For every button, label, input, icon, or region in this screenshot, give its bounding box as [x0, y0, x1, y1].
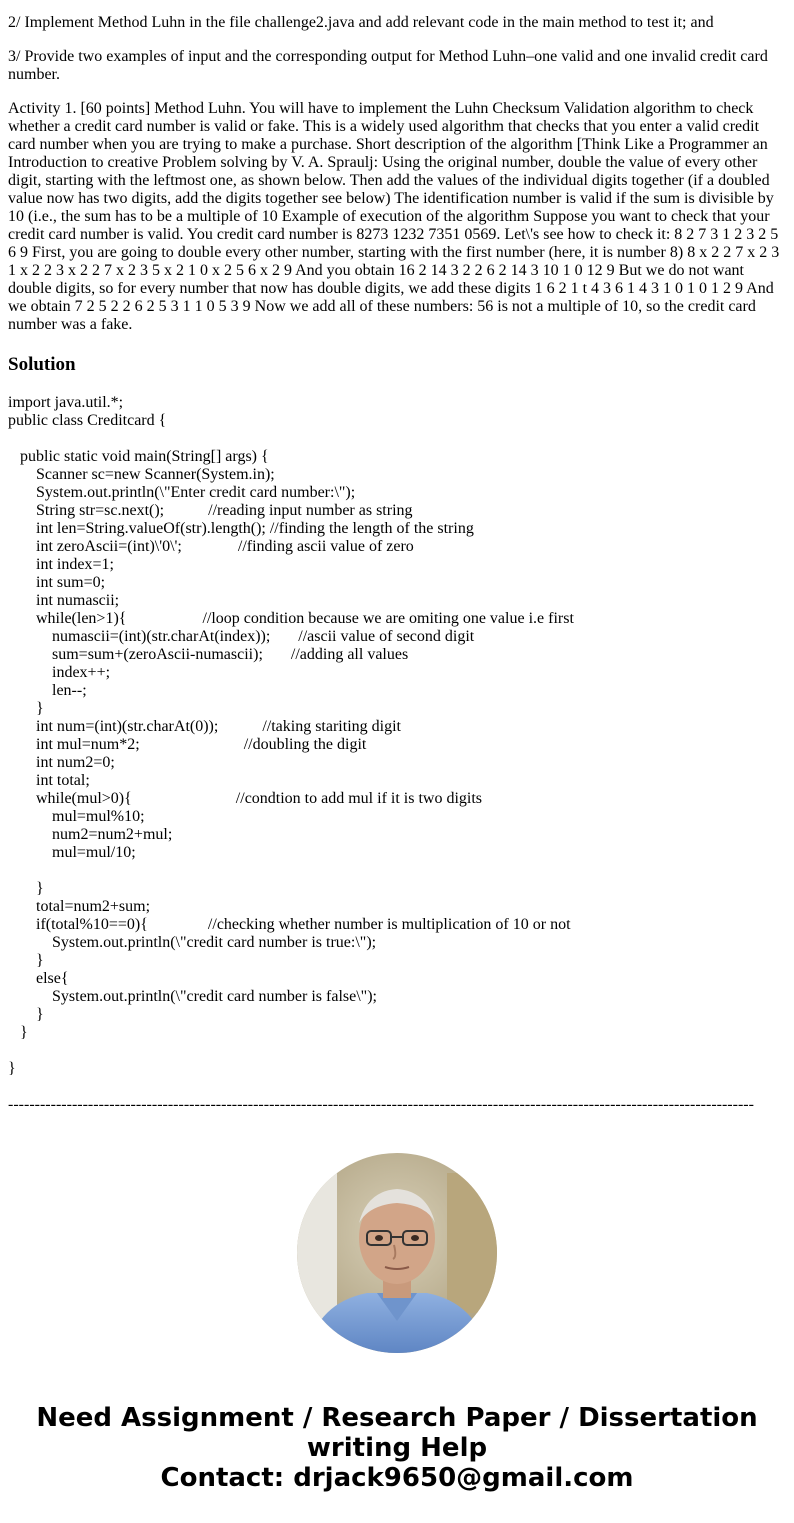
promo-line-2: writing Help [306, 1433, 488, 1463]
question-item-3: 3/ Provide two examples of input and the corresponding output for Method Luhn–one valid and one invalid credit card number. [8, 48, 768, 83]
question-item-2: 2/ Implement Method Luhn in the file challenge2.java and add relevant code in the main method to test it; and [8, 14, 714, 31]
promo-line-1: Need Assignment / Research Paper / Dissertation [36, 1403, 758, 1433]
promo-contact: Contact: drjack9650@gmail.com [160, 1463, 634, 1493]
article-content [8, 0, 786, 1114]
dashed-divider: -------------------------------------------------------------------------------------------------------------------------------------------- [8, 1096, 754, 1113]
solution-heading: Solution [8, 354, 76, 375]
promo-banner [0, 1403, 794, 1493]
avatar-illustration [297, 1153, 497, 1353]
author-avatar [297, 1153, 497, 1353]
solution-code: import java.util.*; public class Creditcard { public static void main(String[] args) { Scanner sc=new Scanner(System.in); System.out.println(\"Enter credit card number:\"); String str=sc.next(); //reading input number as string int len=String.valueOf(str).length(); //finding the length of the string int zeroAscii=(int)\'0\'; //finding ascii value of zero int index=1; int sum=0; int numascii; while(len>1){ //loop condition because we are omiting one value i.e first numascii=(int)(str.charAt(index)); //ascii value of second digit sum=sum+(zeroAscii-numascii); //adding all values index++; len--; } int num=(int)(str.charAt(0)); //taking stariting digit int mul=num*2; //doubling the digit int num2=0; int total; while(mul>0){ //condtion to add mul if it is two digits mul=mul%10; num2=num2+mul; mul=mul/10; } total=num2+sum; if(total%10==0){ //checking whether number is multiplication of 10 or not System.out.println(\"credit card number is true:\"); } else{ System.out.println(\"credit card number is false\"); } } } [8, 394, 574, 1077]
activity-description: Activity 1. [60 points] Method Luhn. You will have to implement the Luhn Checksum Validation algorithm to check whether a credit card number is valid or fake. This is a widely used algorithm that checks that you enter a valid credit card number when you are trying to make a purchase. Short description of the algorithm [Think Like a Programmer an Introduction to creative Problem solving by V. A. Spraulj: Using the original number, double the value of every other digit, starting with the leftmost one, as shown below. Then add the values of the individual digits together (if a doubled value now has two digits, add the digits together see below) The identification number is valid if the sum is divisible by 10 (i.e., the sum has to be a multiple of 10 Example of execution of the algorithm Suppose you want to check that your credit card number is valid. You credit card number is 8273 1232 7351 0569. Let\'s see how to check it: 8 2 7 3 1 2 3 2 5 6 9 First, you are going to double every other number, starting with the first number (here, it is number 8) 8 x 2 2 7 x 2 3 1 x 2 2 3 x 2 2 7 x 2 3 5 x 2 1 0 x 2 5 6 x 2 9 And you obtain 16 2 14 3 2 2 6 2 14 3 10 1 0 12 9 But we do not want double digits, so for every number that now has double digits, we add these digits 1 6 2 1 t 4 3 6 1 4 3 1 0 1 0 1 2 9 And we obtain 7 2 5 2 2 6 2 5 3 1 1 0 5 3 9 Now we add all of these numbers: 56 is not a multiple of 10, so the credit card number was a fake. [8, 100, 780, 333]
